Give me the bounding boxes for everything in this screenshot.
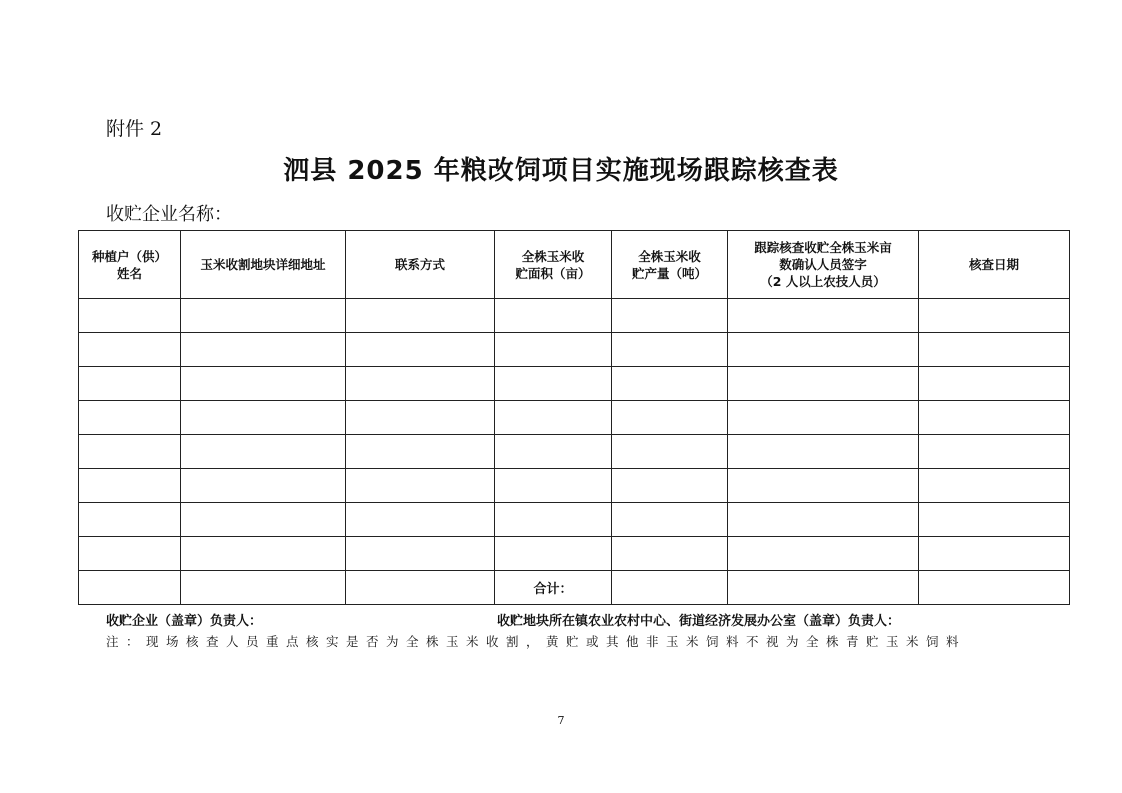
table-cell[interactable] bbox=[612, 469, 728, 503]
table-cell[interactable] bbox=[181, 333, 346, 367]
attachment-label: 附件 2 bbox=[106, 118, 163, 140]
table-cell[interactable] bbox=[495, 469, 612, 503]
table-cell[interactable] bbox=[612, 333, 728, 367]
table-row bbox=[79, 401, 1070, 435]
table-cell[interactable] bbox=[346, 537, 495, 571]
header-line: 联系方式 bbox=[394, 257, 445, 272]
table-cell[interactable] bbox=[728, 469, 919, 503]
table-cell[interactable] bbox=[181, 503, 346, 537]
table-cell[interactable] bbox=[919, 537, 1070, 571]
table-cell[interactable] bbox=[495, 503, 612, 537]
inspection-table bbox=[78, 230, 1070, 605]
table-cell[interactable] bbox=[495, 299, 612, 333]
table-cell[interactable] bbox=[346, 435, 495, 469]
table-cell[interactable] bbox=[79, 333, 181, 367]
town-office-signature-label: 收贮地块所在镇农业农村中心、街道经济发展办公室（盖章）负责人： bbox=[497, 614, 901, 629]
table-row bbox=[79, 503, 1070, 537]
header-line: 种植户（供） bbox=[91, 248, 167, 264]
table-cell[interactable] bbox=[612, 401, 728, 435]
table-cell[interactable] bbox=[728, 571, 919, 605]
header-storage-area bbox=[495, 231, 612, 299]
table-cell[interactable] bbox=[919, 401, 1070, 435]
total-label: 合计： bbox=[495, 571, 612, 605]
table-cell[interactable] bbox=[181, 537, 346, 571]
header-line: 全株玉米收 bbox=[521, 248, 585, 264]
table-cell[interactable] bbox=[181, 435, 346, 469]
header-line: 玉米收割地块详细地址 bbox=[200, 257, 326, 272]
total-output-cell[interactable] bbox=[612, 571, 728, 605]
table-cell[interactable] bbox=[346, 367, 495, 401]
table-cell[interactable] bbox=[495, 333, 612, 367]
table-cell[interactable] bbox=[79, 537, 181, 571]
header-storage-output bbox=[612, 231, 728, 299]
table-cell[interactable] bbox=[79, 299, 181, 333]
page-title: 泗县 2025 年粮改饲项目实施现场跟踪核查表 bbox=[283, 156, 839, 186]
table-cell[interactable] bbox=[181, 299, 346, 333]
table-row bbox=[79, 333, 1070, 367]
table-cell[interactable] bbox=[728, 435, 919, 469]
table-cell[interactable] bbox=[181, 401, 346, 435]
page-number: 7 bbox=[557, 714, 565, 727]
table-cell[interactable] bbox=[495, 537, 612, 571]
table-cell[interactable] bbox=[79, 469, 181, 503]
table-cell[interactable] bbox=[346, 299, 495, 333]
table-row bbox=[79, 367, 1070, 401]
table-cell[interactable] bbox=[919, 571, 1070, 605]
table-cell[interactable] bbox=[612, 435, 728, 469]
table-cell[interactable] bbox=[919, 367, 1070, 401]
header-inspection-date bbox=[919, 231, 1070, 299]
table-cell[interactable] bbox=[346, 469, 495, 503]
header-line: 贮面积（亩） bbox=[515, 265, 591, 281]
table-cell[interactable] bbox=[79, 571, 181, 605]
company-name-label: 收贮企业名称： bbox=[106, 204, 232, 225]
table-body bbox=[79, 299, 1070, 605]
header-contact bbox=[346, 231, 495, 299]
table-row bbox=[79, 435, 1070, 469]
table-cell[interactable] bbox=[919, 435, 1070, 469]
table-cell[interactable] bbox=[495, 401, 612, 435]
table-cell[interactable] bbox=[181, 367, 346, 401]
table-cell[interactable] bbox=[728, 503, 919, 537]
table-cell[interactable] bbox=[919, 503, 1070, 537]
table-cell[interactable] bbox=[346, 333, 495, 367]
header-line: 数确认人员签字 bbox=[779, 257, 867, 272]
table-cell[interactable] bbox=[728, 333, 919, 367]
table-cell[interactable] bbox=[728, 367, 919, 401]
header-grower-name bbox=[79, 231, 181, 299]
table-cell[interactable] bbox=[919, 469, 1070, 503]
table-cell[interactable] bbox=[79, 367, 181, 401]
table-cell[interactable] bbox=[79, 503, 181, 537]
table-header-row bbox=[79, 231, 1070, 299]
company-signature-label: 收贮企业（盖章）负责人： bbox=[106, 614, 263, 629]
table-cell[interactable] bbox=[346, 571, 495, 605]
table-cell[interactable] bbox=[346, 401, 495, 435]
table-row bbox=[79, 469, 1070, 503]
footnote: 注：现场核查人员重点核实是否为全株玉米收割，黄贮或其他非玉米饲料不视为全株青贮玉米饲料 bbox=[106, 634, 967, 649]
table-cell[interactable] bbox=[495, 367, 612, 401]
header-inspector-signature bbox=[728, 231, 919, 299]
table-cell[interactable] bbox=[612, 367, 728, 401]
table-cell[interactable] bbox=[919, 333, 1070, 367]
table-cell[interactable] bbox=[79, 401, 181, 435]
table-cell[interactable] bbox=[612, 537, 728, 571]
table-cell[interactable] bbox=[495, 435, 612, 469]
header-line: 贮产量（吨） bbox=[631, 265, 707, 281]
header-line: 全株玉米收 bbox=[638, 248, 701, 264]
header-line: 跟踪核查收贮全株玉米亩 bbox=[754, 240, 892, 255]
table-cell[interactable] bbox=[728, 401, 919, 435]
header-line: （2 人以上农技人员） bbox=[760, 274, 886, 289]
table-cell[interactable] bbox=[346, 503, 495, 537]
table-cell[interactable] bbox=[612, 299, 728, 333]
table-row-total bbox=[79, 571, 1070, 605]
table-cell[interactable] bbox=[728, 299, 919, 333]
header-line: 核查日期 bbox=[968, 257, 1019, 272]
table-row bbox=[79, 299, 1070, 333]
header-plot-address bbox=[181, 231, 346, 299]
table-cell[interactable] bbox=[79, 435, 181, 469]
table-row bbox=[79, 537, 1070, 571]
table-cell[interactable] bbox=[181, 571, 346, 605]
table-cell[interactable] bbox=[612, 503, 728, 537]
header-line: 姓名 bbox=[116, 265, 142, 281]
table-cell[interactable] bbox=[181, 469, 346, 503]
table-cell[interactable] bbox=[919, 299, 1070, 333]
table-cell[interactable] bbox=[728, 537, 919, 571]
